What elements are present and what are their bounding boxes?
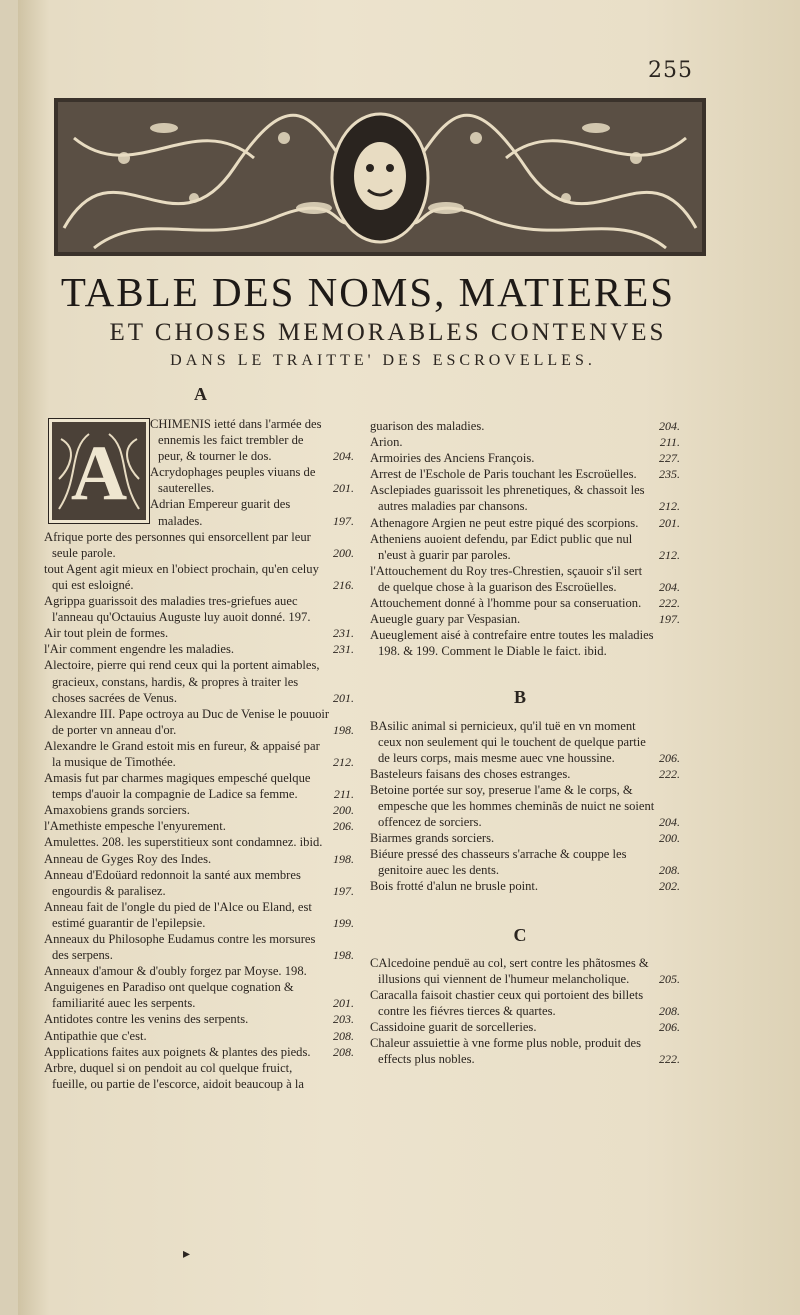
index-entry [370, 595, 682, 611]
index-entry [44, 593, 356, 625]
index-entry [370, 627, 682, 659]
index-entry [44, 561, 356, 593]
index-entry-text: Amaxobiens grands sorciers. [44, 803, 190, 818]
index-entry-text: Cassidoine guarit de sorcelleries. [370, 1020, 537, 1034]
index-page-ref: 206. [659, 750, 680, 765]
index-entry-text: guarison des maladies. [370, 419, 485, 433]
index-entry [44, 641, 356, 657]
index-page-ref: 202. [659, 879, 680, 894]
page-number: 255 [648, 58, 693, 83]
index-entry-text: Acrydophages peuples viuans de sauterelles. [150, 465, 316, 496]
index-entry-text: Amasis fut par charmes magiques empesché quelque temps d'auoir la compagnie de Ladice sa femme. [44, 771, 311, 802]
index-entry-text: Arbre, duquel si on pendoit au col quelque fruict, fueille, ou partie de l'escorce, aidoit beaucoup à la [44, 1060, 304, 1091]
index-entry [44, 1028, 356, 1044]
index-entry [370, 563, 682, 595]
index-entry [44, 496, 356, 528]
index-page-ref: 198. [333, 948, 354, 963]
index-entry [44, 931, 356, 963]
index-page-ref: 201. [333, 690, 354, 705]
index-entry [44, 625, 356, 641]
section-heading-c: C [513, 924, 527, 945]
index-entry [370, 531, 682, 563]
index-entry-text: BAsilic animal si pernicieux, qu'il tuë en vn moment ceux non seulement qui le touchent de quelque partie de leurs corps, mais mesme auec vne houssine. [370, 718, 646, 765]
index-page-ref: 198. [333, 851, 354, 866]
ornamental-headpiece [54, 98, 706, 256]
index-entry [44, 657, 356, 705]
index-page-ref: 204. [659, 815, 680, 830]
index-entry [44, 851, 356, 867]
index-entry [370, 482, 682, 514]
index-page-ref: 235. [659, 467, 680, 482]
index-page-ref: 201. [333, 481, 354, 496]
table-title: TABLE DES NOMS, MATIERES [60, 269, 676, 315]
index-entry-text: Asclepiades guarissoit les phrenetiques, & chassoit les autres maladies par chansons. [370, 483, 645, 514]
index-page-ref: 200. [333, 545, 354, 560]
index-entry [370, 515, 682, 531]
index-entry [44, 416, 356, 464]
index-entry [370, 434, 682, 450]
index-entry-text: Arion. [370, 435, 403, 450]
index-entry [370, 1035, 682, 1067]
index-entry [44, 899, 356, 931]
index-page-ref: 197. [659, 612, 680, 627]
index-entry-text: Air tout plein de formes. [44, 626, 169, 641]
index-entry-text: Anneaux du Philosophe Eudamus contre les morsures des serpens. [44, 932, 316, 963]
index-page-ref: 208. [333, 1044, 354, 1059]
index-page-ref: 222. [659, 1052, 680, 1067]
index-entry [44, 1060, 356, 1092]
section-heading-b: B [513, 687, 526, 708]
index-page-ref: 203. [333, 1012, 354, 1027]
index-entry-text: Anneau d'Edoüard redonnoit la santé aux membres engourdis & paralisez. [44, 867, 301, 898]
index-entry [44, 529, 356, 561]
index-page-ref: 227. [659, 451, 680, 466]
index-entry-text: l'Air comment engendre les maladies. [44, 642, 235, 657]
index-entry [370, 466, 682, 482]
index-entry [370, 450, 682, 466]
svg-text:A: A [70, 429, 128, 516]
index-entry [370, 830, 682, 846]
index-page-ref: 204. [659, 579, 680, 594]
index-page-ref: 231. [333, 642, 354, 657]
index-entry [44, 834, 356, 850]
index-page-ref: 211. [659, 435, 680, 450]
right-column [370, 418, 682, 1067]
index-page-ref: 201. [333, 996, 354, 1011]
index-page-ref: 200. [333, 803, 354, 818]
index-page-ref: 206. [659, 1020, 680, 1034]
index-entry-text: Athenagore Argien ne peut estre piqué des scorpions. [370, 515, 639, 530]
section-heading-a: A [194, 384, 207, 404]
index-entry [370, 611, 682, 627]
index-entry [44, 1011, 356, 1027]
index-entry-text: Arrest de l'Eschole de Paris touchant les Escroüelles. [370, 467, 637, 482]
index-entry [44, 738, 356, 770]
index-entry-text: Agrippa guarissoit des maladies tres-griefues auec l'anneau qu'Octauius Auguste luy auoit donné. 197. [44, 594, 311, 625]
index-page-ref: 200. [659, 831, 680, 846]
index-page-ref: 208. [333, 1028, 354, 1043]
index-page-ref: 212. [659, 499, 680, 514]
index-entry-text: Afrique porte des personnes qui ensorcellent par leur seule parole. [44, 529, 311, 560]
index-entry [370, 846, 682, 878]
index-page-ref: 231. [333, 626, 354, 641]
index-entry-text: Alexandre III. Pape octroya au Duc de Venise le pouuoir de porter vn anneau d'or. [44, 706, 330, 737]
index-entry [370, 766, 682, 782]
index-page-ref: 222. [659, 596, 680, 611]
index-page-ref: 212. [659, 547, 680, 562]
index-page-ref: 206. [333, 819, 354, 834]
index-entry [44, 706, 356, 738]
index-entry-text: Adrian Empereur guarit des malades. [150, 497, 291, 528]
index-entry-text: Antidotes contre les venins des serpents. [44, 1012, 249, 1027]
index-entry-text: tout Agent agit mieux en l'obiect prochain, qu'en celuy qui est esloigné. [44, 561, 319, 592]
index-entry [44, 818, 356, 834]
index-entry-text: Amulettes. 208. les superstitieux sont condamnez. ibid. [44, 835, 323, 850]
index-page-ref: 208. [659, 863, 680, 878]
index-entry-text: Alexandre le Grand estoit mis en fureur, & appaisé par la musique de Timothée. [44, 738, 320, 769]
index-page-ref: 198. [333, 722, 354, 737]
left-column [44, 416, 356, 1092]
index-entry-text: Antipathie que c'est. [44, 1028, 147, 1043]
index-entry-text: Alectoire, pierre qui rend ceux qui la portent aimables, gracieux, constans, hardis, & propres à traiter les choses sacrées de Venus. [44, 658, 320, 705]
index-page-ref: 197. [333, 513, 354, 528]
index-page-ref: 199. [333, 915, 354, 930]
index-entry-text: Biéure pressé des chasseurs s'arrache & couppe les genitoire auec les dents. [370, 847, 627, 878]
index-entry [44, 770, 356, 802]
index-entry-text: Anguigenes en Paradiso ont quelque cognation & familiarité auec les serpents. [44, 980, 294, 1011]
book-page [18, 0, 800, 1315]
table-subtitle: ET CHOSES MEMORABLES CONTENVES [109, 319, 667, 346]
index-page-ref: 211. [333, 787, 354, 802]
index-entry-text: Applications faites aux poignets & plantes des pieds. [44, 1044, 311, 1059]
index-page-ref: 204. [659, 419, 680, 433]
index-entry-text: Biarmes grands sorciers. [370, 831, 495, 846]
index-entry [44, 1044, 356, 1060]
index-entry-text: Atheniens auoient defendu, par Edict public que nul n'eust à guarir par paroles. [370, 531, 633, 562]
index-entry [44, 979, 356, 1011]
index-entry-text: Armoiries des Anciens François. [370, 451, 535, 466]
index-page-ref: 222. [659, 766, 680, 781]
index-entry [370, 987, 682, 1019]
index-entry-text: l'Attouchement du Roy tres-Chrestien, sçauoir s'il sert de quelque chose à la guarison des Escroüelles. [370, 563, 643, 594]
index-page-ref: 204. [333, 449, 354, 464]
index-entry-text: Aueuglement aisé à contrefaire entre toutes les maladies 198. & 199. Comment le Diable le faict. ibid. [370, 628, 654, 659]
index-entry [370, 1019, 682, 1035]
index-entry [44, 464, 356, 496]
index-entry [370, 782, 682, 830]
index-entry-text: Betoine portée sur soy, preserue l'ame & le corps, & empesche que les hommes cheminãs de nuict ne soient offencez de sorciers. [370, 782, 655, 830]
index-entry-text: Bois frotté d'alun ne brusle point. [370, 879, 539, 894]
index-entry-text: Anneaux d'amour & d'oubly forgez par Moyse. 198. [44, 964, 307, 979]
index-page-ref: 201. [659, 515, 680, 530]
index-entry-text: Chaleur assuiettie à vne forme plus noble, produit des effects plus nobles. [370, 1036, 642, 1067]
index-page-ref: 197. [333, 883, 354, 898]
index-entry-text: Caracalla faisoit chastier ceux qui portoient des billets contre les fiévres tierces & quartes. [370, 987, 644, 1018]
index-page-ref: 205. [659, 971, 680, 986]
index-entry [44, 802, 356, 818]
index-entry [370, 878, 682, 894]
catchword-mark: ▸ [183, 1246, 191, 1262]
index-entry-text: Anneau fait de l'ongle du pied de l'Alce ou Eland, est estimé guarantir de l'epilepsie. [44, 899, 312, 930]
index-entry-text: l'Amethiste empesche l'enyurement. [44, 819, 226, 834]
index-entry [370, 955, 682, 987]
index-page-ref: 212. [333, 754, 354, 769]
index-entry [44, 963, 356, 979]
index-page-ref: 208. [659, 1003, 680, 1018]
index-entry [370, 718, 682, 766]
index-entry-text: CHIMENIS ietté dans l'armée des ennemis les faict trembler de peur, & tourner le dos. [150, 417, 322, 464]
table-subtitle-line2: DANS LE TRAITTE' DES ESCROVELLES. [170, 352, 596, 369]
index-entry [370, 418, 682, 434]
index-entry-text: Attouchement donné à l'homme pour sa conseruation. [370, 596, 642, 611]
index-entry-text: Anneau de Gyges Roy des Indes. [44, 851, 212, 866]
index-page-ref: 216. [333, 577, 354, 592]
index-entry-text: CAlcedoine penduë au col, sert contre les phãtosmes & illusions qui viennent de l'humeur melancholique. [370, 955, 649, 986]
index-entry-text: Basteleurs faisans des choses estranges. [370, 766, 571, 781]
index-entry [44, 867, 356, 899]
index-entry-text: Aueugle guary par Vespasian. [370, 612, 521, 627]
